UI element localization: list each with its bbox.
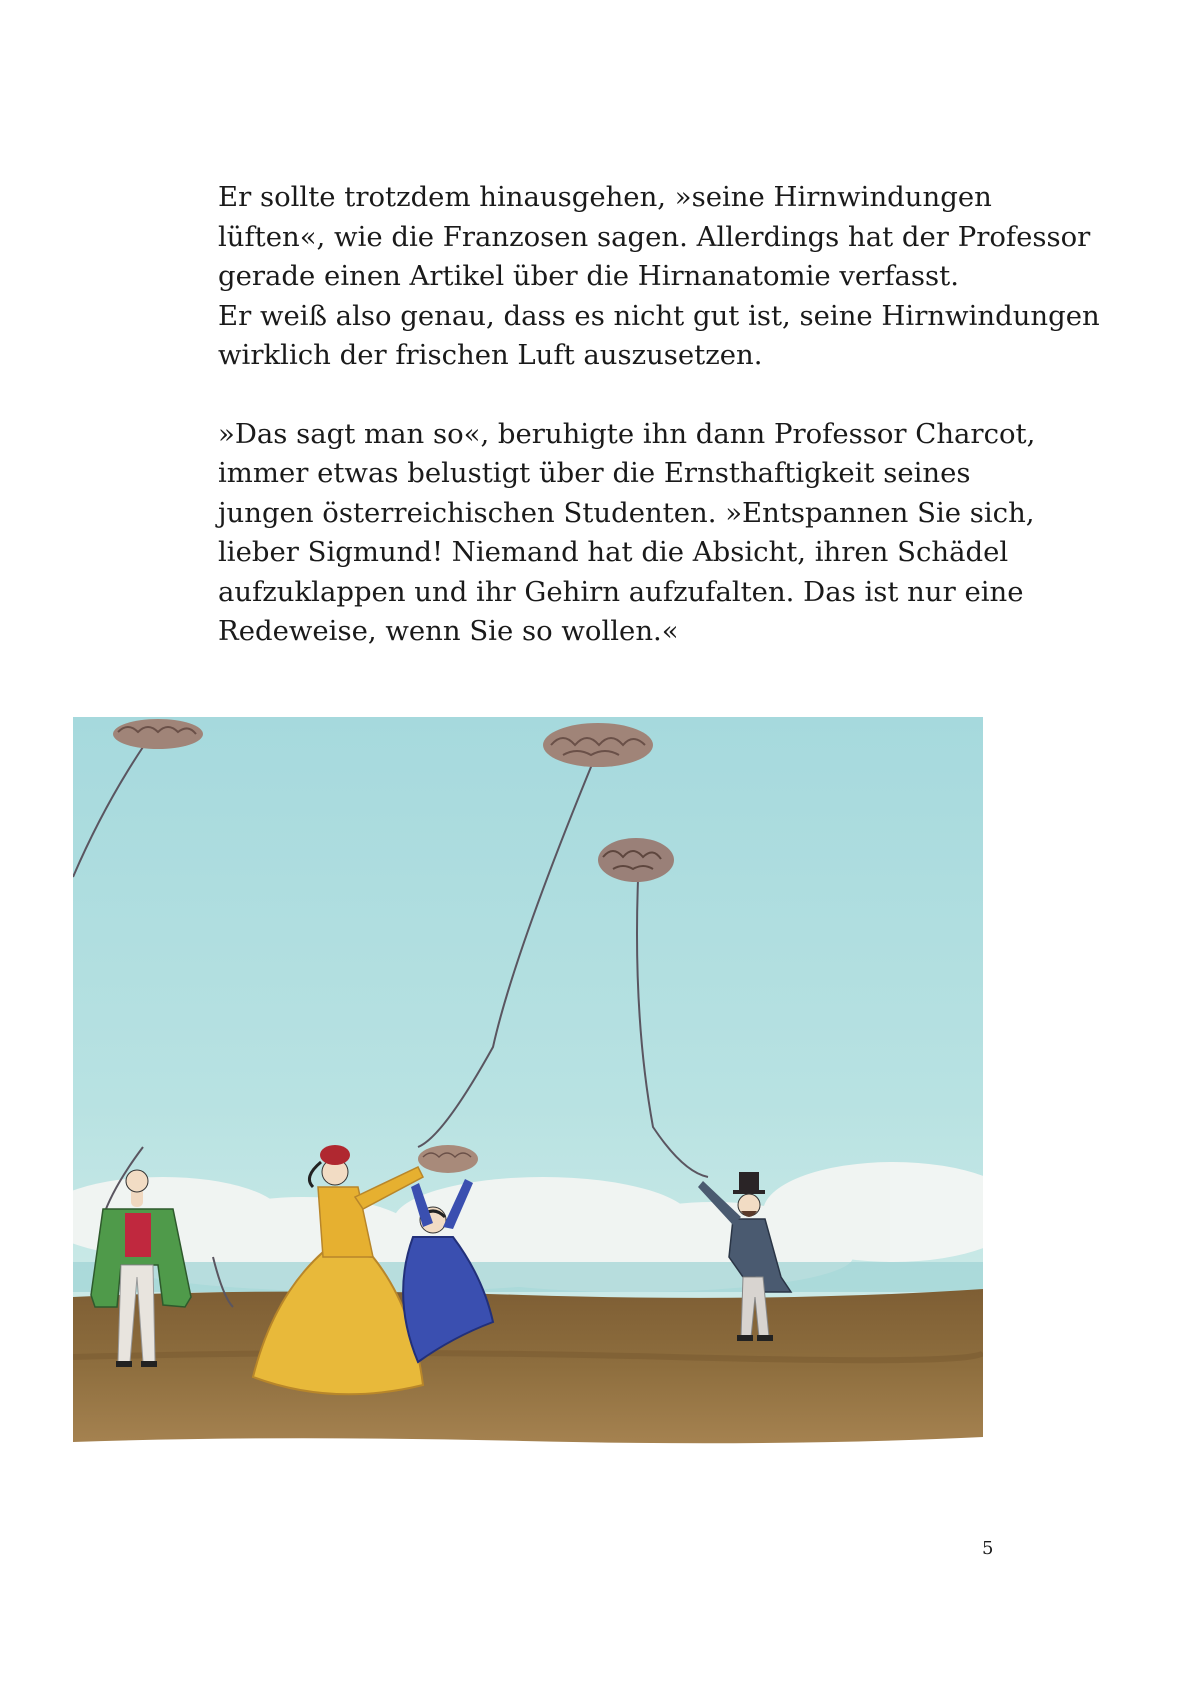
text-line: Er weiß also genau, dass es nicht gut ist, seine Hirnwindungen [218,299,1100,332]
ground [73,1289,983,1443]
page-number: 5 [982,1538,994,1559]
main-text [218,178,1100,652]
text-line: wirklich der frischen Luft auszusetzen. [218,339,763,371]
illustration-brain-kites [73,717,983,1505]
brain-kite-middle [598,838,674,882]
text-line: gerade einen Artikel über die Hirnanatomie verfasst. [218,260,959,292]
text-line: lüften«, wie die Franzosen sagen. Allerdings hat der Professor [218,220,1091,253]
text-line: aufzuklappen und ihr Gehirn aufzufalten. Das ist nur eine [218,575,1024,608]
text-line: Er sollte trotzdem hinausgehen, »seine Hirnwindungen [218,181,992,213]
text-line: »Das sagt man so«, beruhigte ihn dann Professor Charcot, [218,417,1036,450]
text-line: immer etwas belustigt über die Ernsthaftigkeit seines [218,457,971,489]
paragraph-2 [218,415,1038,652]
text-line: Redeweise, wenn Sie so wollen.« [218,615,679,647]
paragraph-1 [218,178,1100,376]
brain-kite-top [543,723,653,767]
text-line: lieber Sigmund! Niemand hat die Absicht, ihren Schädel [218,536,1009,568]
illustration-svg [73,717,983,1505]
brain-kite-left [113,719,203,749]
text-line: jungen österreichischen Studenten. »Entspannen Sie sich, [218,496,1035,529]
brain-kite-small [418,1145,478,1173]
